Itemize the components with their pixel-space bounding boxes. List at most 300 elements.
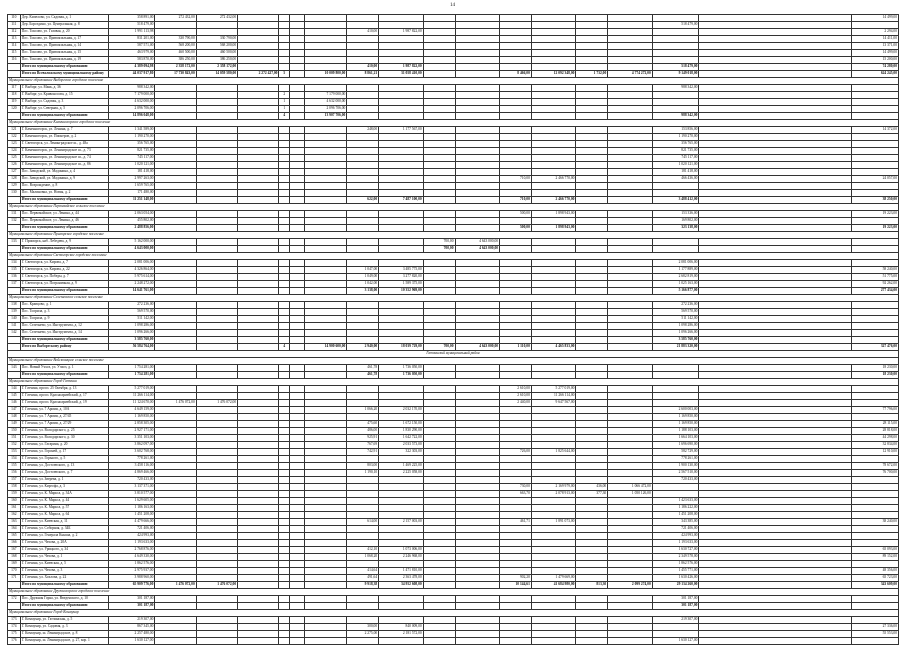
cell-addr: Г. Гатчина, ул. Хохлова, д. 22 — [20, 575, 108, 582]
cell-f1 — [576, 197, 608, 204]
cell-c1 — [347, 309, 379, 316]
cell-h — [699, 449, 852, 456]
cell-a3 — [238, 568, 279, 575]
cell-a2 — [196, 337, 237, 344]
cell-h — [699, 456, 852, 463]
cell-b2 — [304, 323, 346, 330]
cell-total: 11 251 148,00 — [108, 197, 155, 204]
cell-e2 — [531, 456, 576, 463]
cell-n: 171 — [8, 575, 21, 582]
cell-d2 — [455, 71, 500, 78]
cell-f1 — [576, 169, 608, 176]
cell-c2 — [379, 239, 424, 246]
cell-a3 — [238, 197, 279, 204]
cell-e2: 2 466 770,00 — [531, 197, 576, 204]
cell-n: 169 — [8, 561, 21, 568]
cell-d1 — [423, 491, 455, 498]
cell-c1 — [347, 183, 379, 190]
cell-g: 1 186 222,00 — [652, 505, 699, 512]
cell-b2 — [304, 617, 346, 624]
cell-q — [279, 148, 290, 155]
cell-a3 — [238, 176, 279, 183]
cell-a3 — [238, 22, 279, 29]
cell-addr: Г. Гатчина, ул. 7 Армии, д. 10А — [20, 407, 108, 414]
cell-h — [699, 309, 852, 316]
cell-h — [699, 162, 852, 169]
cell-f2 — [608, 554, 653, 561]
cell-e2 — [531, 106, 576, 113]
cell-f1 — [576, 617, 608, 624]
cell-b2: 4 632 000,00 — [304, 99, 346, 106]
cell-g — [652, 491, 699, 498]
cell-e2 — [531, 260, 576, 267]
cell-b2 — [304, 169, 346, 176]
cell-z: 18 230,00 — [852, 372, 899, 379]
cell-h — [699, 526, 852, 533]
cell-d1 — [423, 15, 455, 22]
cell-z — [852, 309, 899, 316]
cell-b2 — [304, 372, 346, 379]
cell-addr: Итого по муниципальному образованию — [20, 64, 108, 71]
cell-a2 — [196, 309, 237, 316]
cell-f1 — [576, 428, 608, 435]
cell-e2 — [531, 554, 576, 561]
cell-n — [8, 603, 21, 610]
cell-n: 167 — [8, 547, 21, 554]
cell-a3 — [238, 484, 279, 491]
cell-d2 — [455, 169, 500, 176]
table-row — [8, 36, 899, 43]
cell-e2: 2 078 913,00 — [531, 491, 576, 498]
cell-a1: 386 250,00 — [155, 57, 196, 64]
cell-q — [279, 239, 290, 246]
cell-e2 — [531, 155, 576, 162]
table-row — [8, 561, 899, 568]
cell-d2 — [455, 36, 500, 43]
section-header-row — [8, 78, 899, 85]
cell-a1 — [155, 141, 196, 148]
table-row — [8, 449, 899, 456]
cell-e2: 1 479 669,00 — [531, 575, 576, 582]
cell-addr: Г. Приморск, наб. Лебедева, д. 9 — [20, 239, 108, 246]
cell-q — [279, 211, 290, 218]
section-header-row — [8, 232, 899, 239]
cell-a3 — [238, 309, 279, 316]
cell-addr: Г. Светогорск, ул. Кирова, д. 22 — [20, 267, 108, 274]
cell-c1 — [347, 477, 379, 484]
cell-a2 — [196, 134, 237, 141]
cell-c1 — [347, 134, 379, 141]
cell-d1 — [423, 449, 455, 456]
cell-addr: Г. Гатчина, ул. Зверева, д. 1 — [20, 477, 108, 484]
cell-d1 — [423, 512, 455, 519]
cell-z: 55 553,00 — [852, 631, 899, 638]
cell-total: 988 342,00 — [108, 85, 155, 92]
cell-total: 4 326 864,00 — [108, 267, 155, 274]
cell-a2: 14 059 580,00 — [196, 71, 237, 78]
table-row — [8, 435, 899, 442]
cell-c1: 8 861,21 — [347, 71, 379, 78]
cell-g: 323 138,00 — [652, 225, 699, 232]
cell-b2 — [304, 498, 346, 505]
cell-e1 — [500, 29, 532, 36]
cell-c1 — [347, 218, 379, 225]
cell-a2 — [196, 183, 237, 190]
cell-a2 — [196, 260, 237, 267]
cell-a3 — [238, 211, 279, 218]
cell-a2 — [196, 526, 237, 533]
cell-total: 1 098 286,00 — [108, 323, 155, 330]
cell-a1 — [155, 330, 196, 337]
total-row — [8, 582, 899, 589]
cell-total: 3 137 371,00 — [108, 484, 155, 491]
cell-b2 — [304, 491, 346, 498]
cell-a3 — [238, 547, 279, 554]
cell-c1: 475,60 — [347, 421, 379, 428]
cell-f1 — [576, 393, 608, 400]
cell-c2 — [379, 323, 424, 330]
cell-addr: Пос. Заводской, ул. Мадонина, д. 9 — [20, 176, 108, 183]
cell-a1 — [155, 470, 196, 477]
cell-h — [699, 477, 852, 484]
cell-a2 — [196, 617, 237, 624]
cell-c1 — [347, 99, 379, 106]
cell-total: 745 117,00 — [108, 155, 155, 162]
cell-b1 — [290, 491, 305, 498]
cell-a2 — [196, 113, 237, 120]
cell-c1 — [347, 169, 379, 176]
cell-a2 — [196, 190, 237, 197]
cell-z: 76 700,00 — [852, 470, 899, 477]
cell-h — [699, 36, 852, 43]
cell-n — [8, 71, 21, 78]
cell-a3 — [238, 442, 279, 449]
cell-addr: Г. Светогорск, ул. Победы, д. 7 — [20, 274, 108, 281]
cell-h — [699, 330, 852, 337]
cell-q — [279, 505, 290, 512]
cell-g: 1 900 130,00 — [652, 463, 699, 470]
cell-f2 — [608, 624, 653, 631]
cell-e2: 1 891 073,00 — [531, 519, 576, 526]
cell-z: 15 200,00 — [852, 57, 899, 64]
cell-a2 — [196, 281, 237, 288]
cell-b1 — [290, 106, 305, 113]
cell-g: 1 025 163,00 — [652, 281, 699, 288]
cell-c2 — [379, 15, 424, 22]
cell-n: 117 — [8, 85, 21, 92]
cell-d2 — [455, 330, 500, 337]
cell-g — [652, 29, 699, 36]
cell-a1 — [155, 288, 196, 295]
cell-a1: 1 476 072,00 — [155, 400, 196, 407]
cell-z — [852, 155, 899, 162]
cell-b2 — [304, 225, 346, 232]
cell-f1 — [576, 183, 608, 190]
cell-a3 — [238, 246, 279, 253]
cell-e2 — [531, 596, 576, 603]
cell-e1 — [500, 470, 532, 477]
cell-b2 — [304, 302, 346, 309]
cell-e2: 5 277 019,00 — [531, 386, 576, 393]
cell-c1: 248,00 — [347, 127, 379, 134]
cell-z — [852, 603, 899, 610]
cell-e1 — [500, 85, 532, 92]
cell-d2 — [455, 505, 500, 512]
cell-a1 — [155, 106, 196, 113]
cell-z — [852, 596, 899, 603]
cell-a1 — [155, 456, 196, 463]
cell-h — [699, 463, 852, 470]
cell-c2 — [379, 260, 424, 267]
cell-n: 174 — [8, 624, 21, 631]
cell-n: 116 — [8, 57, 21, 64]
cell-a3 — [238, 337, 279, 344]
cell-e1 — [500, 106, 532, 113]
cell-f2 — [608, 267, 653, 274]
cell-e1: 726,00 — [500, 449, 532, 456]
cell-g — [652, 484, 699, 491]
cell-h — [699, 22, 852, 29]
cell-e1 — [500, 155, 532, 162]
cell-b2 — [304, 288, 346, 295]
cell-a1 — [155, 484, 196, 491]
table-row — [8, 85, 899, 92]
cell-addr: Г. Гатчина, ул. Генерала Кныша, д. 2 — [20, 533, 108, 540]
cell-c2 — [379, 113, 424, 120]
cell-g: 169 802,00 — [652, 218, 699, 225]
cell-f2 — [608, 99, 653, 106]
cell-c2: 840 009,00 — [379, 624, 424, 631]
cell-q — [279, 484, 290, 491]
cell-z: 58 240,00 — [852, 267, 899, 274]
cell-d1: 700,00 — [423, 344, 455, 351]
cell-b1 — [290, 638, 305, 645]
cell-d2 — [455, 463, 500, 470]
cell-f2 — [608, 463, 653, 470]
cell-f1 — [576, 519, 608, 526]
cell-q — [279, 267, 290, 274]
cell-c1: 410,00 — [347, 64, 379, 71]
section-label: Муниципальное образование Выборгское городское поселение — [8, 78, 899, 85]
cell-z: 14 499,00 — [852, 15, 899, 22]
cell-b2 — [304, 596, 346, 603]
cell-c1 — [347, 15, 379, 22]
cell-q — [279, 316, 290, 323]
cell-a2: 2 358 172,00 — [196, 64, 237, 71]
cell-f1 — [576, 596, 608, 603]
cell-e1 — [500, 148, 532, 155]
cell-a2 — [196, 477, 237, 484]
cell-c1 — [347, 113, 379, 120]
cell-f1 — [576, 470, 608, 477]
cell-z: 38 240,00 — [852, 519, 899, 526]
cell-a1 — [155, 155, 196, 162]
cell-b1 — [290, 372, 305, 379]
cell-f1 — [576, 260, 608, 267]
cell-a2 — [196, 302, 237, 309]
cell-f1 — [576, 547, 608, 554]
cell-n: 157 — [8, 477, 21, 484]
cell-a2 — [196, 554, 237, 561]
cell-n: 152 — [8, 442, 21, 449]
cell-c2 — [379, 491, 424, 498]
cell-c2 — [379, 505, 424, 512]
cell-d1 — [423, 22, 455, 29]
cell-g: 1 630 727,00 — [652, 547, 699, 554]
cell-g — [652, 183, 699, 190]
cell-e2 — [531, 113, 576, 120]
cell-b1 — [290, 36, 305, 43]
table-row — [8, 631, 899, 638]
cell-d2 — [455, 50, 500, 57]
cell-a2 — [196, 519, 237, 526]
cell-h — [699, 547, 852, 554]
cell-a3 — [238, 407, 279, 414]
cell-d2 — [455, 309, 500, 316]
cell-z — [852, 134, 899, 141]
cell-addr: Г. Гатчина, ул. Чехова, д. 3 — [20, 568, 108, 575]
cell-n: 113 — [8, 36, 21, 43]
cell-c1 — [347, 302, 379, 309]
cell-a2 — [196, 505, 237, 512]
cell-a1 — [155, 29, 196, 36]
cell-b1 — [290, 463, 305, 470]
cell-b1 — [290, 519, 305, 526]
cell-b1 — [290, 407, 305, 414]
cell-c2 — [379, 596, 424, 603]
cell-e1 — [500, 57, 532, 64]
cell-c2: 10 352 969,00 — [379, 288, 424, 295]
cell-h — [699, 337, 852, 344]
cell-addr: Г. Каменногорск, ул. Ленинградское ш., д. 86 — [20, 162, 108, 169]
cell-d2 — [455, 386, 500, 393]
cell-c2 — [379, 540, 424, 547]
cell-e2 — [531, 624, 576, 631]
cell-a3 — [238, 155, 279, 162]
cell-n: 123 — [8, 141, 21, 148]
cell-d1 — [423, 267, 455, 274]
table-row — [8, 533, 899, 540]
cell-f1 — [576, 512, 608, 519]
cell-b1 — [290, 442, 305, 449]
cell-d2 — [455, 428, 500, 435]
cell-d2 — [455, 638, 500, 645]
cell-e1 — [500, 127, 532, 134]
cell-d2 — [455, 218, 500, 225]
cell-addr: Пос. Токсово, ул. Газовая, д. 20 — [20, 29, 108, 36]
cell-total: 2 063 054,00 — [108, 211, 155, 218]
cell-z — [852, 239, 899, 246]
cell-e1 — [500, 568, 532, 575]
cell-g: 1 696 690,00 — [652, 442, 699, 449]
cell-z: 14 372,00 — [852, 127, 899, 134]
cell-d2 — [455, 274, 500, 281]
table-row — [8, 638, 899, 645]
cell-g: 2 567 510,00 — [652, 470, 699, 477]
cell-a2 — [196, 365, 237, 372]
cell-q — [279, 183, 290, 190]
cell-a1 — [155, 547, 196, 554]
cell-n: 110 — [8, 15, 21, 22]
cell-d2 — [455, 526, 500, 533]
cell-q — [279, 617, 290, 624]
cell-q — [279, 442, 290, 449]
cell-d2: 4 643 000,00 — [455, 239, 500, 246]
cell-e1 — [500, 316, 532, 323]
cell-q — [279, 414, 290, 421]
cell-q — [279, 547, 290, 554]
cell-c2: 1 987 822,00 — [379, 64, 424, 71]
cell-f1 — [576, 372, 608, 379]
cell-h — [699, 274, 852, 281]
cell-e2 — [531, 218, 576, 225]
cell-b1 — [290, 435, 305, 442]
cell-d1 — [423, 302, 455, 309]
cell-c1 — [347, 22, 379, 29]
cell-f1 — [576, 526, 608, 533]
cell-q — [279, 561, 290, 568]
cell-b1 — [290, 113, 305, 120]
cell-b2 — [304, 414, 346, 421]
cell-d1 — [423, 372, 455, 379]
cell-z: 2 294,00 — [852, 29, 899, 36]
cell-total: 778 261,00 — [108, 456, 155, 463]
cell-b1 — [290, 512, 305, 519]
cell-g: 1 451 208,00 — [652, 512, 699, 519]
cell-g: 569 570,00 — [652, 309, 699, 316]
cell-c1 — [347, 162, 379, 169]
cell-z: 19 223,00 — [852, 211, 899, 218]
cell-a2: 568 200,00 — [196, 43, 237, 50]
cell-c1: 412,10 — [347, 547, 379, 554]
cell-z: 28 115,00 — [852, 421, 899, 428]
cell-e2 — [531, 533, 576, 540]
cell-c2 — [379, 22, 424, 29]
cell-addr: Итого по муниципальному образованию — [20, 225, 108, 232]
cell-c2 — [379, 190, 424, 197]
total-row — [8, 337, 899, 344]
cell-z: 51 775,00 — [852, 274, 899, 281]
cell-a1 — [155, 92, 196, 99]
cell-c2 — [379, 309, 424, 316]
cell-addr: Г. Гатчина, ул. Володарского, д. 30 — [20, 435, 108, 442]
cell-f2 — [608, 393, 653, 400]
cell-f2 — [608, 211, 653, 218]
cell-c1 — [347, 211, 379, 218]
cell-n: 138 — [8, 302, 21, 309]
cell-b2 — [304, 162, 346, 169]
cell-g: 356 765,00 — [652, 141, 699, 148]
cell-n: 114 — [8, 43, 21, 50]
cell-a1 — [155, 190, 196, 197]
cell-b1 — [290, 288, 305, 295]
cell-c2: 1 672 150,00 — [379, 421, 424, 428]
cell-addr: Дер. Бороздино, ул. Центральная, д. 8 — [20, 22, 108, 29]
cell-a2 — [196, 603, 237, 610]
cell-e1 — [500, 498, 532, 505]
cell-n: 131 — [8, 211, 21, 218]
cell-a1: 17 730 843,00 — [155, 71, 196, 78]
cell-f2 — [608, 281, 653, 288]
cell-c1: 614,00 — [347, 519, 379, 526]
cell-h — [699, 512, 852, 519]
cell-f1 — [576, 134, 608, 141]
cell-f2 — [608, 127, 653, 134]
total-row — [8, 64, 899, 71]
cell-addr: Г. Каменногорск, ул. Ленина, д. 7 — [20, 127, 108, 134]
cell-a1 — [155, 449, 196, 456]
cell-a3 — [238, 50, 279, 57]
